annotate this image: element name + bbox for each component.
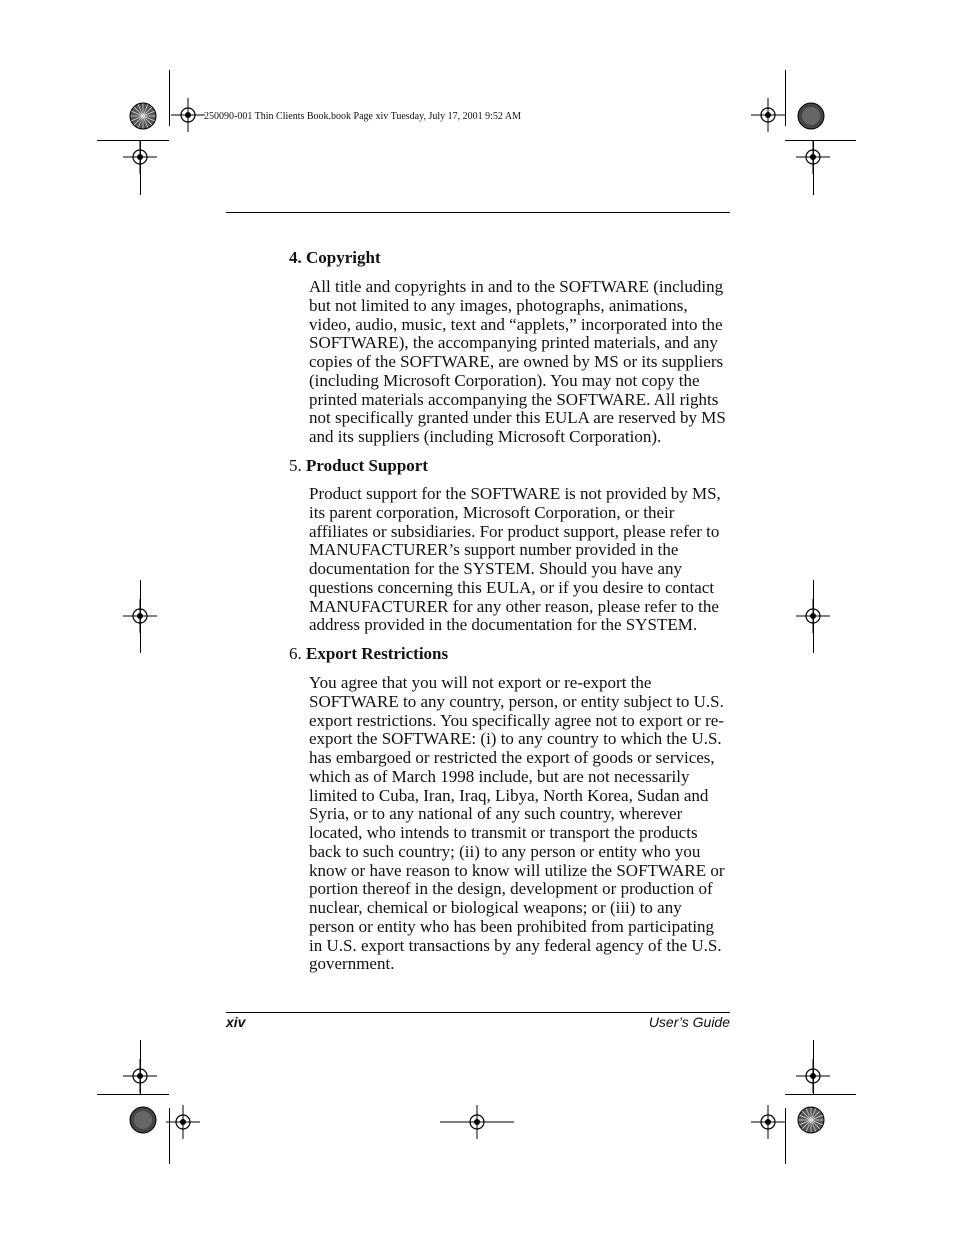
- registration-target-icon: [440, 1105, 514, 1139]
- registration-target-icon: [796, 140, 830, 174]
- registration-target-icon: [751, 98, 785, 132]
- section-title: Export Restrictions: [306, 644, 449, 663]
- section-product-support: [289, 456, 729, 635]
- section-copyright: [289, 248, 729, 447]
- section-number: 6.: [289, 644, 302, 663]
- registration-target-icon: [171, 98, 205, 132]
- section-number: 4.: [289, 248, 302, 267]
- print-stamp: 250090-001 Thin Clients Book.book Page xiv Tuesday, July 17, 2001 9:52 AM: [204, 111, 521, 122]
- header-rule: [226, 212, 730, 213]
- section-title: Product Support: [306, 456, 429, 475]
- section-body: All title and copyrights in and to the SOFTWARE (including but not limited to any images, photographs, animations, video, audio, music, text and “applets,” incorporated into the SOFTWARE), the accompanying printed materials, and any copies of the SOFTWARE, are owned by MS or its suppliers (including Microsoft Corporation). You may not copy the printed materials accompanying the SOFTWARE. All rights not specifically granted under this EULA are reserved by MS and its suppliers (including Microsoft Corporation).: [309, 277, 726, 446]
- color-bar-target-icon: [797, 1106, 825, 1134]
- section-body: You agree that you will not export or re-export the SOFTWARE to any country, person, or entity subject to U.S. export restrictions. You specifically agree not to export or re-export the SOFTWARE: (i) to any country to which the U.S. has embargoed or restricted the export of goods or services, which as of March 1998 include, but are not necessarily limited to Cuba, Iran, Iraq, Libya, North Korea, Sudan and Syria, or to any national of any such country, wherever located, who intends to transmit or transport the products back to such country; (ii) to any person or entity who you know or have reason to know will utilize the SOFTWARE or portion thereof in the design, development or production of nuclear, chemical or biological weapons; or (iii) to any person or entity who has been prohibited from participating in U.S. export transactions by any federal agency of the U.S. government.: [309, 673, 725, 974]
- section-title: Copyright: [306, 248, 381, 267]
- page-number: xiv: [226, 1014, 246, 1030]
- color-bar-target-icon: [129, 102, 157, 130]
- section-heading: [289, 248, 729, 268]
- registration-target-icon: [796, 1059, 830, 1093]
- book-title: User’s Guide: [648, 1014, 730, 1030]
- registration-target-icon: [796, 599, 830, 633]
- color-bar-target-icon: [129, 1106, 157, 1134]
- section-number: 5.: [289, 456, 302, 475]
- registration-target-icon: [166, 1105, 200, 1139]
- registration-target-icon: [123, 1059, 157, 1093]
- registration-target-icon: [123, 599, 157, 633]
- section-export-restrictions: [289, 644, 729, 974]
- registration-target-icon: [123, 140, 157, 174]
- color-bar-target-icon: [797, 102, 825, 130]
- section-heading: [289, 456, 729, 476]
- section-body: Product support for the SOFTWARE is not provided by MS, its parent corporation, Microsoft Corporation, or their affiliates or subsidiaries. For product support, please refer to MANUFACTURER’s support number provided in the documentation for the SYSTEM. Should you have any questions concerning this EULA, or if you desire to contact MANUFACTURER for any other reason, please refer to the address provided in the documentation for the SYSTEM.: [309, 484, 721, 635]
- section-heading: [289, 644, 729, 664]
- registration-target-icon: [751, 1105, 785, 1139]
